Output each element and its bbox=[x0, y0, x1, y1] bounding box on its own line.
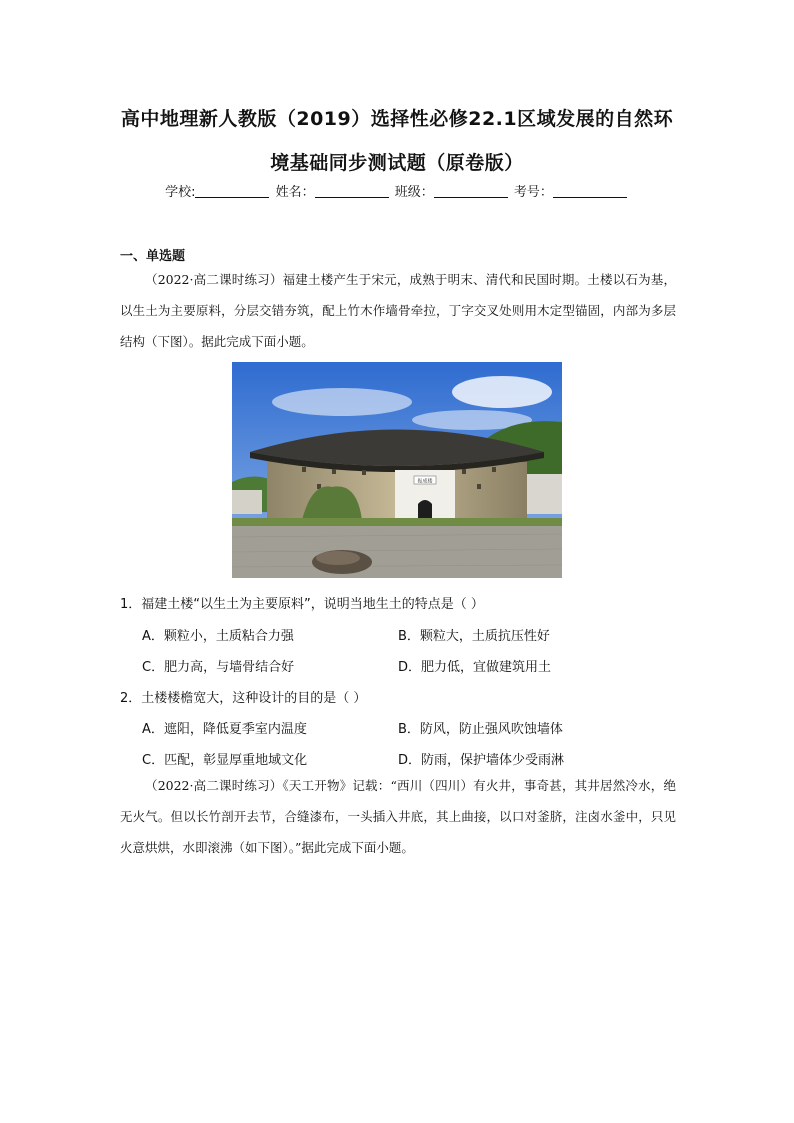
name-label: 姓名： bbox=[275, 185, 315, 200]
question-2-option-b[interactable]: B．防风，防止强风吹蚀墙体 bbox=[398, 722, 563, 737]
passage-fire-well: （2022·高二课时练习）《天工开物》记载：“西川（四川）有火井，事奇甚，其井居然冷水，绝无火气。但以长竹剖开去节，合缝漆布，一头插入井底，其上曲接，以口对釜脐，注卤水釜中，只见火意烘烘，水即滚沸（如下图）。”据此完成下面小题。 bbox=[120, 778, 676, 855]
question-1-stem: 1．福建土楼“以生土为主要原料”，说明当地生土的特点是（ ） bbox=[120, 597, 484, 612]
exam-number-label: 考号： bbox=[513, 185, 553, 200]
question-2-option-d[interactable]: D．防雨，保护墙体少受雨淋 bbox=[398, 753, 565, 768]
student-info-row bbox=[0, 181, 794, 200]
class-field[interactable] bbox=[434, 185, 508, 198]
passage-tulou: （2022·高二课时练习）福建土楼产生于宋元，成熟于明末、清代和民国时期。土楼以石为基，以生土为主要原料，分层交错夯筑，配上竹木作墙骨牵拉，丁字交叉处则用木定型锚固，内部为多层结构（下图）。据此完成下面小题。 bbox=[120, 272, 676, 349]
class-label: 班级： bbox=[394, 185, 434, 200]
school-label: 学校: bbox=[165, 185, 196, 200]
document-title-line-2: 境基础同步测试题（原卷版） bbox=[270, 152, 524, 174]
section-heading: 一、单选题 bbox=[120, 249, 186, 264]
gate-sign-text: 振成楼 bbox=[417, 478, 433, 485]
question-1-option-a[interactable]: A．颗粒小，土质粘合力强 bbox=[142, 629, 294, 644]
question-1-option-c[interactable]: C．肥力高，与墙骨结合好 bbox=[142, 660, 295, 675]
exam-number-field[interactable] bbox=[553, 185, 627, 198]
question-2-option-c[interactable]: C．匹配，彰显厚重地域文化 bbox=[142, 753, 308, 768]
name-field[interactable] bbox=[315, 185, 389, 198]
school-field[interactable] bbox=[195, 185, 269, 198]
document-title-line-1: 高中地理新人教版（2019）选择性必修22.1区域发展的自然环 bbox=[120, 108, 674, 130]
question-2-option-a[interactable]: A．遮阳，降低夏季室内温度 bbox=[142, 722, 307, 737]
tulou-photo bbox=[232, 362, 562, 578]
question-1-option-b[interactable]: B．颗粒大，土质抗压性好 bbox=[398, 629, 550, 644]
question-1-option-d[interactable]: D．肥力低，宜做建筑用土 bbox=[398, 660, 552, 675]
question-2-stem: 2．土楼楼檐宽大，这种设计的目的是（ ） bbox=[120, 691, 367, 706]
